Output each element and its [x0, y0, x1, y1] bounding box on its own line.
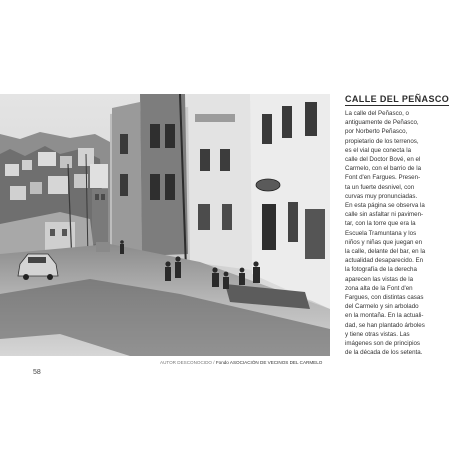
body-line: imágenes son de principios: [345, 340, 420, 348]
body-line: tar, con la torre que era la: [345, 220, 416, 228]
body-line: la fotografía de la derecha: [345, 266, 417, 274]
credit-author: AUTOR DESCONOCIDO: [160, 360, 212, 365]
body-line: La calle del Peñasco, o: [345, 110, 409, 117]
body-line: aparecen las vistas de la: [345, 275, 414, 283]
body-line: por Norberto Peñasco,: [345, 128, 408, 136]
body-line: dad, se han plantado árboles: [345, 321, 425, 329]
body-line: antiguamente de Peñasco,: [345, 119, 419, 127]
body-line: niños y niñas que juegan en: [345, 238, 423, 246]
body-line: Font d'en Fargues. Presen-: [345, 174, 421, 182]
body-line: y tiene otras vistas. Las: [345, 330, 410, 338]
body-line: ta un fuerte desnivel, con: [345, 183, 415, 191]
body-line: En esta página se observa la: [345, 202, 425, 210]
body-line: calle sin asfaltar ni pavimen-: [345, 211, 424, 219]
body-line: Carmelo, con el barrio de la: [345, 165, 422, 173]
body-line: zona alta de la Font d'en: [345, 284, 413, 292]
credit-fund: Fondo ASOCIACIÓN DE VECINOS DEL CARMELO: [215, 360, 323, 365]
body-line: de la década de los setenta.: [345, 349, 423, 357]
body-line: calle del Doctor Bové, en el: [345, 156, 421, 164]
body-line: la calle, delante del bar, en la: [345, 248, 426, 256]
body-line: Escuela Tramuntana y los: [345, 229, 417, 237]
body-line: del Carmelo y sin arbolado: [345, 303, 419, 311]
body-line: Fargues, con distintas casas: [345, 294, 424, 302]
historic-street-photo: [0, 94, 330, 356]
body-line: propietario de los terrenos,: [345, 137, 419, 145]
body-line: actualidad desaparecido. En: [345, 257, 424, 265]
article-heading: CALLE DEL PEÑASCO: [345, 94, 450, 104]
page-number: 58: [33, 369, 41, 376]
credit-separator: /: [211, 360, 216, 365]
article-body: [345, 109, 441, 357]
body-line: en la montaña. En la actuali-: [345, 312, 424, 320]
photo-credit: [160, 360, 330, 366]
body-line: es el vial que conecta la: [345, 146, 412, 154]
body-line: curvas muy pronunciadas.: [345, 192, 418, 200]
